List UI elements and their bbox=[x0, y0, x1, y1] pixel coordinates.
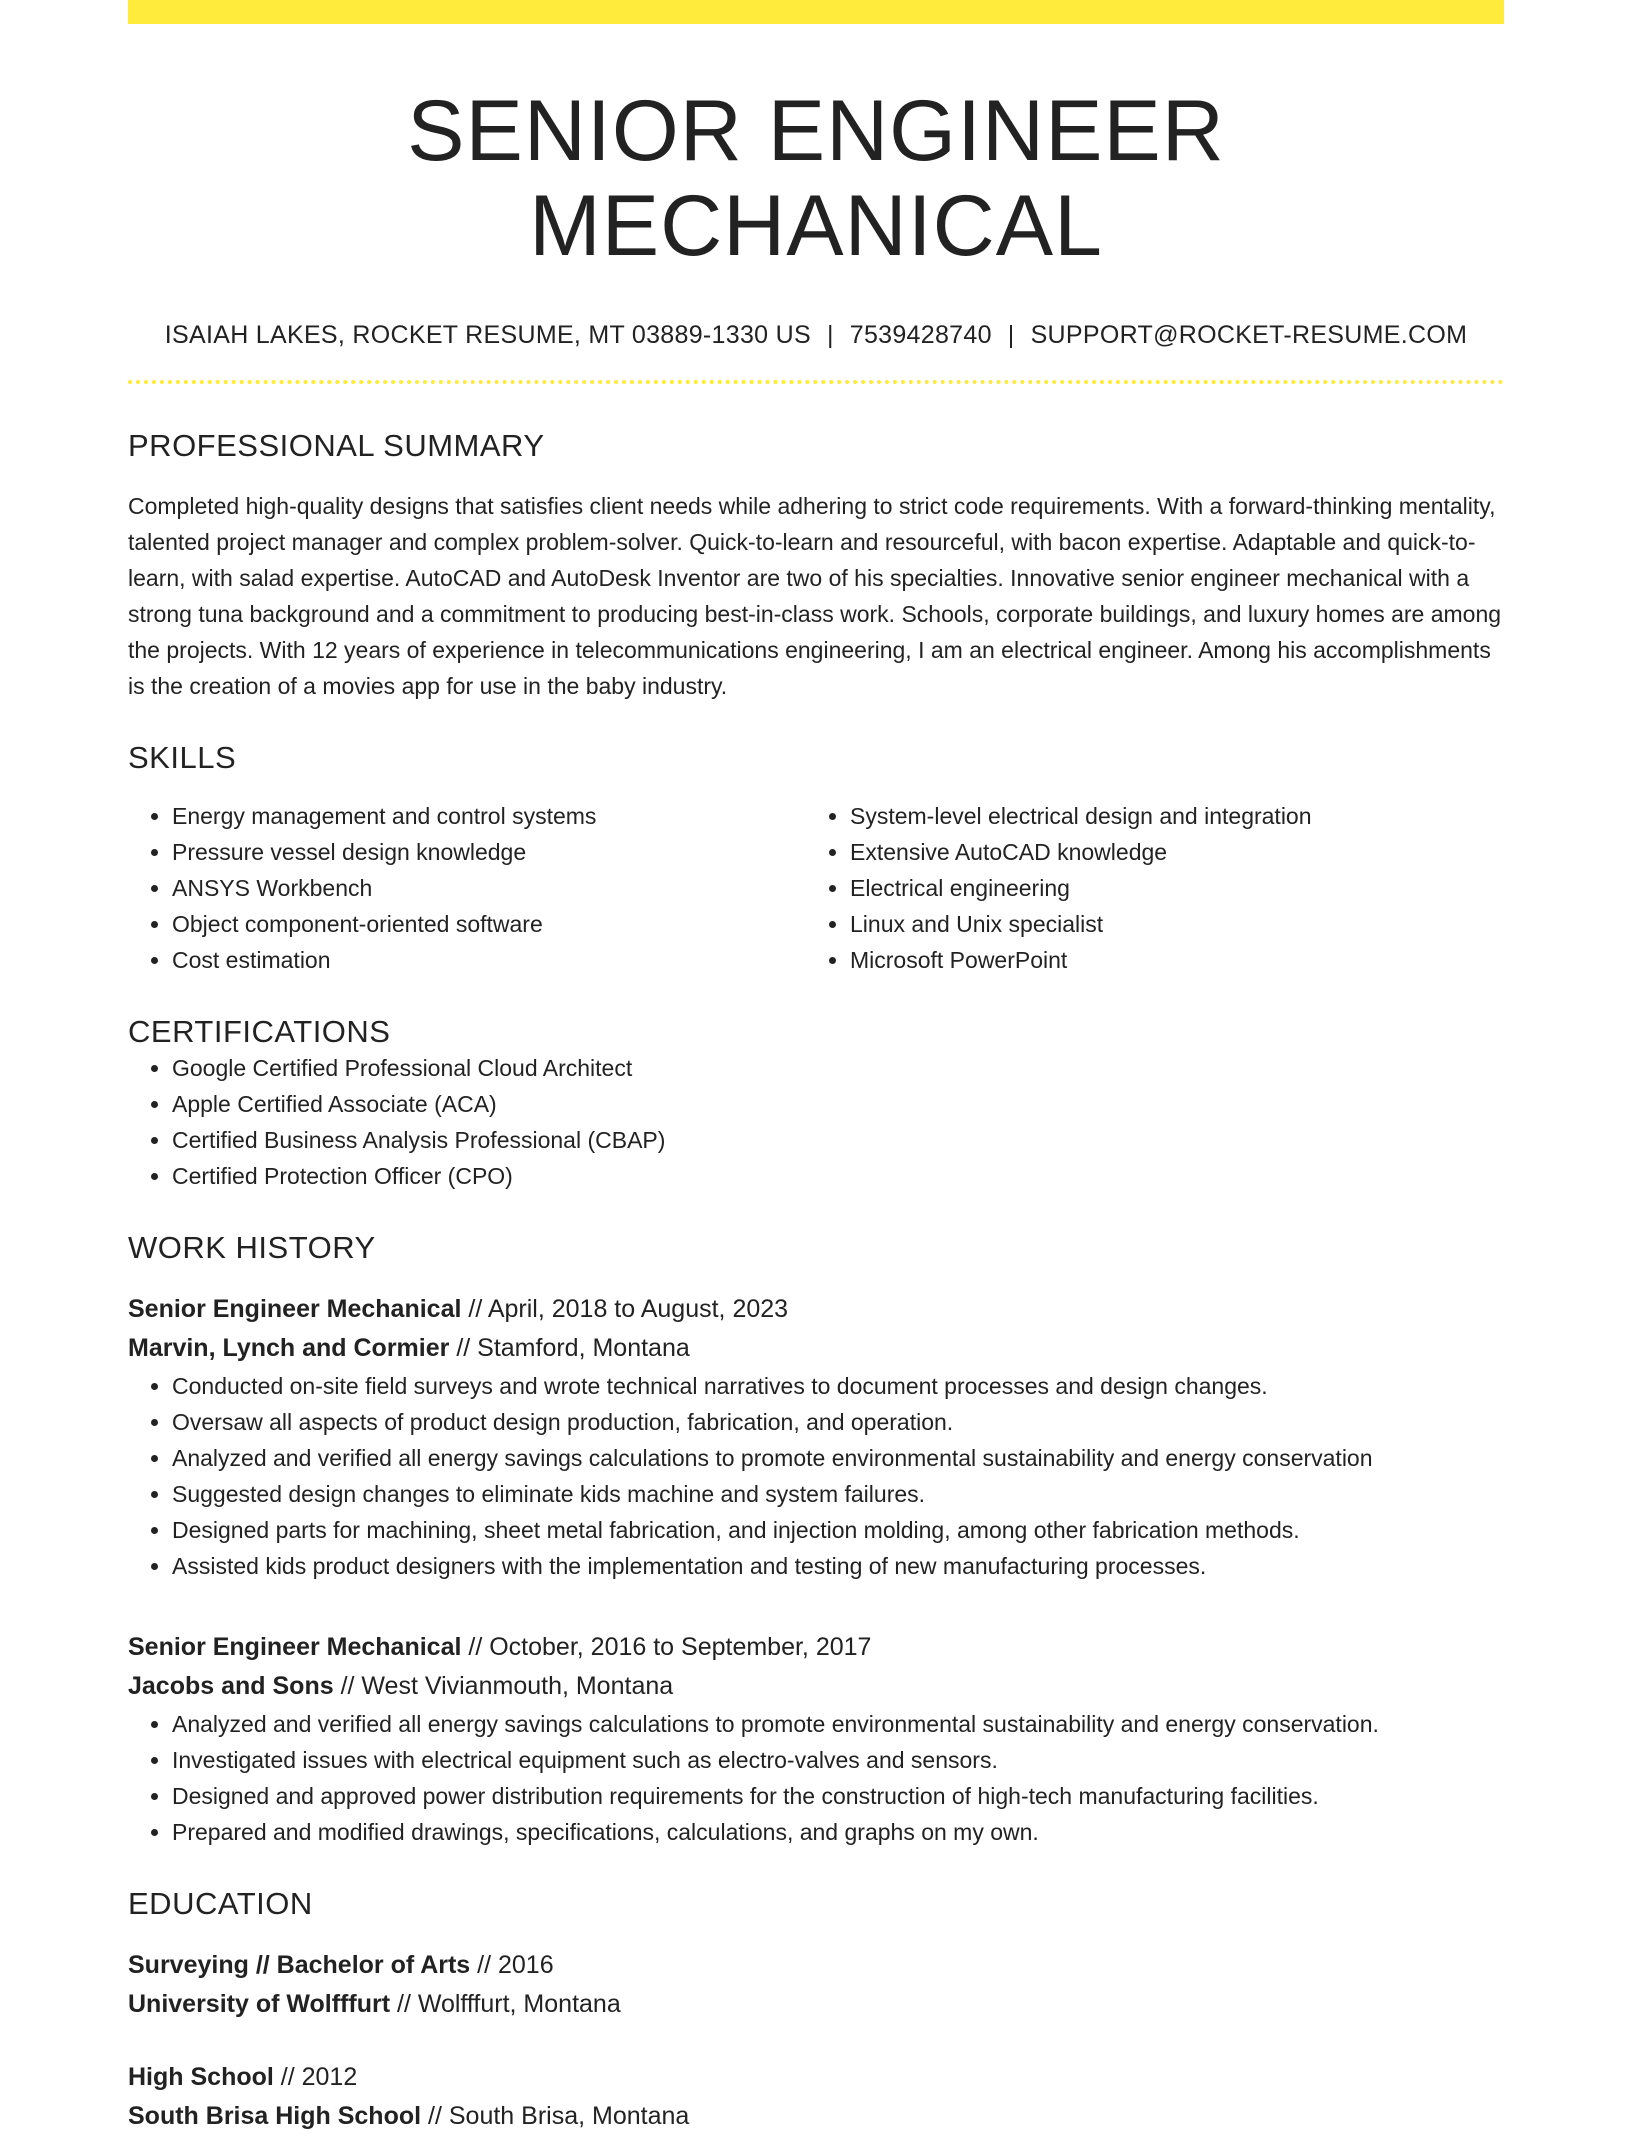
education-entry bbox=[128, 2058, 1504, 2136]
job-duty: • Designed and approved power distribution requirements for the construction of high-tech manufacturing facilities. bbox=[172, 1778, 1504, 1814]
skill-item: • Linux and Unix specialist bbox=[850, 906, 1484, 942]
skill-item: • ANSYS Workbench bbox=[172, 870, 806, 906]
education-heading: EDUCATION bbox=[128, 1886, 313, 1922]
work-history-section bbox=[128, 1230, 1504, 1850]
certifications-list bbox=[128, 1050, 1504, 1194]
education-school: University of Wolfffurt bbox=[128, 1990, 391, 2019]
contact-line bbox=[128, 321, 1504, 350]
education-school-line bbox=[128, 2097, 1504, 2136]
skills-list-left bbox=[128, 798, 806, 978]
summary-text: Completed high-quality designs that satisfies client needs while adhering to strict code requirements. With a forward-thinking mentality, talented project manager and complex problem-solver. Quick-to-learn and resourceful, with bacon expertise. Adaptable and quick-to-learn, with salad expertise. AutoCAD and AutoDesk Inventor are two of his specialties. Innovative senior engineer mechanical with a strong tuna background and a commitment to producing best-in-class work. Schools, corporate buildings, and luxury homes are among the projects. With 12 years of experience in telecommunications engineering, I am an electrical engineer. Among his accomplishments is the creation of a movies app for use in the baby industry. bbox=[128, 493, 1502, 700]
top-accent-bar bbox=[128, 0, 1504, 24]
job-location: // West Vivianmouth, Montana bbox=[333, 1672, 674, 1701]
skills-left-column bbox=[128, 798, 806, 978]
skill-item: • System-level electrical design and integration bbox=[850, 798, 1484, 834]
summary-section bbox=[128, 428, 1504, 704]
certification-item: • Certified Protection Officer (CPO) bbox=[172, 1158, 1504, 1194]
job-duty: • Analyzed and verified all energy savings calculations to promote environmental sustainability and energy conservation. bbox=[172, 1706, 1504, 1742]
contact-address: ISAIAH LAKES, ROCKET RESUME, MT 03889-1330 US bbox=[164, 321, 811, 350]
job-duty: • Investigated issues with electrical equipment such as electro-valves and sensors. bbox=[172, 1742, 1504, 1778]
skills-list-right bbox=[806, 798, 1484, 978]
summary-heading: PROFESSIONAL SUMMARY bbox=[128, 428, 545, 464]
contact-phone: 7539428740 bbox=[849, 321, 992, 350]
job-role: Senior Engineer Mechanical bbox=[128, 1633, 462, 1662]
job-company-line bbox=[128, 1667, 1504, 1706]
certifications-section bbox=[128, 1014, 1504, 1194]
resume-page bbox=[128, 0, 1504, 2136]
contact-email: SUPPORT@ROCKET-RESUME.COM bbox=[1030, 321, 1468, 350]
job-entry bbox=[128, 1628, 1504, 1850]
job-role: Senior Engineer Mechanical bbox=[128, 1295, 462, 1324]
job-location: // Stamford, Montana bbox=[449, 1334, 690, 1363]
education-degree-line bbox=[128, 2058, 1504, 2097]
education-degree-line bbox=[128, 1946, 1504, 1985]
job-role-line bbox=[128, 1628, 1504, 1667]
education-degree: High School bbox=[128, 2063, 274, 2092]
skill-item: • Cost estimation bbox=[172, 942, 806, 978]
education-year: // 2016 bbox=[470, 1951, 554, 1980]
certification-item: • Apple Certified Associate (ACA) bbox=[172, 1086, 1504, 1122]
job-company-line bbox=[128, 1329, 1504, 1368]
education-school-line bbox=[128, 1985, 1504, 2024]
education-year: // 2012 bbox=[273, 2063, 358, 2092]
certification-item: • Google Certified Professional Cloud Architect bbox=[172, 1050, 1504, 1086]
header-divider bbox=[128, 380, 1504, 384]
contact-separator: | bbox=[1007, 321, 1015, 350]
job-duties-list bbox=[128, 1706, 1504, 1850]
job-duty: • Oversaw all aspects of product design production, fabrication, and operation. bbox=[172, 1404, 1504, 1440]
skills-section bbox=[128, 740, 1504, 978]
resume-title: SENIOR ENGINEER MECHANICAL bbox=[407, 83, 1225, 274]
job-company: Jacobs and Sons bbox=[128, 1672, 334, 1701]
job-duty: • Designed parts for machining, sheet metal fabrication, and injection molding, among other fabrication methods. bbox=[172, 1512, 1504, 1548]
certifications-heading: CERTIFICATIONS bbox=[128, 1014, 391, 1050]
work-history-heading: WORK HISTORY bbox=[128, 1230, 376, 1266]
job-company: Marvin, Lynch and Cormier bbox=[128, 1334, 450, 1363]
skill-item: • Pressure vessel design knowledge bbox=[172, 834, 806, 870]
job-duties-list bbox=[128, 1368, 1504, 1584]
education-school: South Brisa High School bbox=[128, 2102, 422, 2131]
education-location: // South Brisa, Montana bbox=[421, 2102, 690, 2131]
job-entry bbox=[128, 1290, 1504, 1584]
skill-item: • Extensive AutoCAD knowledge bbox=[850, 834, 1484, 870]
skill-item: • Object component-oriented software bbox=[172, 906, 806, 942]
job-duty: • Suggested design changes to eliminate kids machine and system failures. bbox=[172, 1476, 1504, 1512]
job-duty: • Prepared and modified drawings, specifications, calculations, and graphs on my own. bbox=[172, 1814, 1504, 1850]
skills-heading: SKILLS bbox=[128, 740, 237, 776]
contact-separator: | bbox=[826, 321, 834, 350]
education-degree: Surveying // Bachelor of Arts bbox=[128, 1951, 471, 1980]
skill-item: • Electrical engineering bbox=[850, 870, 1484, 906]
job-dates: // October, 2016 to September, 2017 bbox=[461, 1633, 872, 1662]
education-section bbox=[128, 1886, 1504, 2136]
skill-item: • Microsoft PowerPoint bbox=[850, 942, 1484, 978]
education-location: // Wolfffurt, Montana bbox=[390, 1990, 621, 2019]
education-entry bbox=[128, 1946, 1504, 2024]
skills-columns bbox=[128, 798, 1504, 978]
skills-right-column bbox=[806, 798, 1484, 978]
certification-item: • Certified Business Analysis Professional (CBAP) bbox=[172, 1122, 1504, 1158]
job-duty: • Conducted on-site field surveys and wrote technical narratives to document processes and design changes. bbox=[172, 1368, 1504, 1404]
job-role-line bbox=[128, 1290, 1504, 1329]
job-duty: • Analyzed and verified all energy savings calculations to promote environmental sustainability and energy conservation bbox=[172, 1440, 1504, 1476]
job-dates: // April, 2018 to August, 2023 bbox=[461, 1295, 789, 1324]
job-duty: • Assisted kids product designers with the implementation and testing of new manufacturing processes. bbox=[172, 1548, 1504, 1584]
skill-item: • Energy management and control systems bbox=[172, 798, 806, 834]
